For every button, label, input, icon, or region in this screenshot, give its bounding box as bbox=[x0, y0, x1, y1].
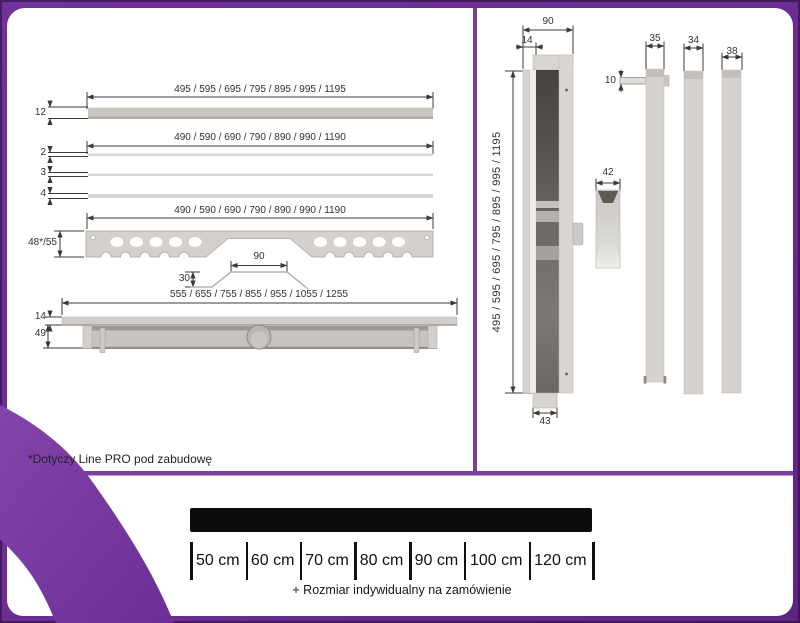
ruler-tick bbox=[190, 542, 193, 580]
ruler-tick bbox=[529, 542, 532, 580]
size-option-120cm: 120 cm bbox=[534, 552, 587, 569]
ruler-tick bbox=[592, 542, 595, 580]
dim-label-grate-lengths: 495 / 595 / 695 / 795 / 895 / 995 / 1195 bbox=[174, 84, 346, 95]
dim-label-14-left: 14 bbox=[34, 311, 46, 322]
dim-label-30: 30 bbox=[178, 272, 190, 284]
dim-label-sheet-lengths: 490 / 590 / 690 / 790 / 890 / 990 / 1190 bbox=[174, 132, 346, 143]
drain-product-silhouette bbox=[190, 508, 592, 532]
ruler-tick bbox=[246, 542, 249, 580]
size-option-60cm: 60 cm bbox=[250, 552, 295, 569]
dim-label-43: 43 bbox=[539, 416, 551, 427]
custom-size-note: + Rozmiar indywidualny na zamówienie bbox=[292, 583, 512, 597]
dim-label-2: 2 bbox=[40, 146, 46, 158]
dim-label-14-right: 14 bbox=[521, 34, 533, 46]
ruler-tick bbox=[464, 542, 467, 580]
size-option-80cm: 80 cm bbox=[359, 552, 404, 569]
dim-label-4: 4 bbox=[40, 188, 46, 199]
footnote-text: *Dotyczy Line PRO pod zabudowę bbox=[28, 451, 213, 466]
dim-label-90-left: 90 bbox=[253, 250, 265, 262]
dim-label-channel-lengths: 555 / 655 / 755 / 855 / 955 / 1055 / 1255 bbox=[170, 289, 348, 300]
dim-label-49: 49 bbox=[34, 327, 46, 339]
dim-label-3: 3 bbox=[40, 167, 46, 178]
dim-label-90-right: 90 bbox=[542, 15, 554, 27]
size-option-50cm: 50 cm bbox=[196, 552, 240, 569]
dim-label-bracket-lengths: 490 / 590 / 690 / 790 / 890 / 990 / 1190 bbox=[174, 204, 346, 216]
dim-label-lengths-vertical: 495 / 595 / 695 / 795 / 895 / 995 / 1195 bbox=[491, 131, 503, 333]
size-option-90cm: 90 cm bbox=[414, 552, 459, 569]
ruler-tick bbox=[409, 542, 412, 580]
dim-label-42: 42 bbox=[602, 166, 614, 178]
ruler-tick bbox=[300, 542, 303, 580]
dim-label-10: 10 bbox=[604, 74, 616, 86]
dim-label-48-55: 48*/55 bbox=[28, 237, 57, 248]
dim-label-38: 38 bbox=[726, 45, 738, 57]
ruler-tick bbox=[354, 542, 357, 580]
dim-label-12: 12 bbox=[34, 106, 46, 118]
size-option-100cm: 100 cm bbox=[469, 552, 523, 569]
dim-label-35: 35 bbox=[649, 32, 661, 44]
size-option-70cm: 70 cm bbox=[305, 552, 349, 569]
dim-label-34: 34 bbox=[687, 34, 700, 46]
